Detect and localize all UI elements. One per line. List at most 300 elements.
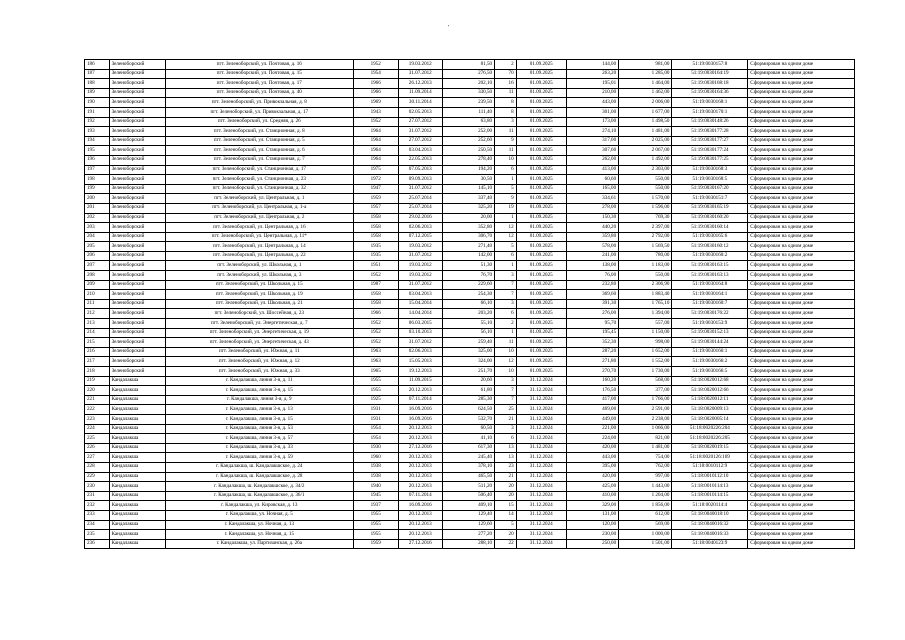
cadastral-number-cell: 51:18:0010112:9: [672, 462, 748, 472]
survey-date-cell: 19.12.2013: [398, 367, 442, 377]
row-number-cell: 220: [85, 386, 110, 396]
value-1-cell: 301,00: [566, 107, 618, 117]
count-cell: 3: [495, 376, 517, 386]
area-cell: 252,00: [442, 127, 494, 137]
area-cell: 20,00: [442, 213, 494, 223]
value-1-cell: 221,00: [566, 424, 618, 434]
address-cell: пгт. Зеленоборский, ул. Станционная, д. 7: [165, 155, 353, 165]
value-2-cell: 1 000,00: [619, 530, 672, 540]
address-cell: пгт. Зеленоборский, ул. Станционная, д. 8: [165, 127, 353, 137]
survey-date-cell: 07.05.2013: [398, 165, 442, 175]
table-row: [85, 165, 855, 175]
row-number-cell: 231: [85, 491, 110, 501]
value-1-cell: 369,60: [566, 290, 618, 300]
value-2-cell: 1 464,00: [619, 79, 672, 89]
survey-date-cell: 15.04.2014: [398, 299, 442, 309]
survey-date-cell: 07.11.2014: [398, 491, 442, 501]
area-cell: 229,60: [442, 280, 494, 290]
survey-date-cell: 20.12.2013: [398, 434, 442, 444]
survey-date-cell: 20.12.2013: [398, 386, 442, 396]
count-cell: 11: [495, 127, 517, 137]
table-row: [85, 367, 855, 377]
status-cell: Сформирован на одном доме: [748, 424, 855, 434]
value-1-cell: 262,00: [566, 155, 618, 165]
cadastral-number-cell: 51:18:0020012:68: [672, 376, 748, 386]
municipality-cell: Зеленоборский: [109, 309, 165, 319]
build-year-cell: 1937: [353, 501, 398, 511]
value-1-cell: 278,00: [566, 203, 618, 213]
municipality-cell: Зеленоборский: [109, 175, 165, 185]
build-year-cell: 1925: [353, 395, 398, 405]
survey-date-cell: 31.07.2012: [398, 280, 442, 290]
address-cell: г. Кандалакша, линия 3-я, д. 13: [165, 405, 353, 415]
value-2-cell: 780,00: [619, 251, 672, 261]
municipality-cell: Зеленоборский: [109, 347, 165, 357]
build-year-cell: 1952: [353, 319, 398, 329]
municipality-cell: Зеленоборский: [109, 117, 165, 127]
area-cell: 239,50: [442, 98, 494, 108]
row-number-cell: 218: [85, 367, 110, 377]
survey-date-cell: 27.07.2012: [398, 136, 442, 146]
table-row: [85, 136, 855, 146]
count-cell: 5: [495, 520, 517, 530]
table-row: [85, 328, 855, 338]
deadline-date-cell: 01.09.2025: [516, 261, 566, 271]
value-2-cell: 1 569,50: [619, 242, 672, 252]
value-2-cell: 762,00: [619, 462, 672, 472]
count-cell: 1: [495, 261, 517, 271]
municipality-cell: Кандалакша: [109, 453, 165, 463]
deadline-date-cell: 01.09.2025: [516, 155, 566, 165]
area-cell: 251,70: [442, 367, 494, 377]
address-cell: пгт. Зеленоборский, ул. Станционная, д. 5: [165, 136, 353, 146]
status-cell: Сформирован на одном доме: [748, 530, 855, 540]
build-year-cell: 1960: [353, 453, 398, 463]
value-2-cell: 568,00: [619, 376, 672, 386]
build-year-cell: 1964: [353, 146, 398, 156]
address-cell: пгт. Зеленоборский, ул. Школьная, д. 21: [165, 299, 353, 309]
row-number-cell: 193: [85, 127, 110, 137]
table-row: [85, 175, 855, 185]
row-number-cell: 229: [85, 472, 110, 482]
build-year-cell: 1952: [353, 117, 398, 127]
deadline-date-cell: 31.12.2024: [516, 482, 566, 492]
status-cell: Сформирован на одном доме: [748, 376, 855, 386]
address-cell: г. Кандалакша, ул. Партизанская, д. 26а: [165, 539, 353, 549]
value-2-cell: 1 501,00: [619, 539, 672, 549]
count-cell: 10: [495, 155, 517, 165]
cadastral-number-cell: 51:19:0030168:1: [672, 98, 748, 108]
address-cell: пгт. Зеленоборский, ул. Центральная, д. 22: [165, 251, 353, 261]
status-cell: Сформирован на одном доме: [748, 405, 855, 415]
table-row: [85, 357, 855, 367]
area-cell: 66,10: [442, 299, 494, 309]
status-cell: Сформирован на одном доме: [748, 232, 855, 242]
row-number-cell: 204: [85, 232, 110, 242]
value-1-cell: 274,10: [566, 127, 618, 137]
deadline-date-cell: 31.12.2024: [516, 434, 566, 444]
page-mark: ': [448, 25, 450, 31]
count-cell: 14: [495, 510, 517, 520]
status-cell: Сформирован на одном доме: [748, 69, 855, 79]
address-cell: пгт. Зеленоборский, ул. Станционная, д. 17: [165, 165, 353, 175]
housing-register-table: [84, 59, 855, 549]
table-row: [85, 271, 855, 281]
row-number-cell: 210: [85, 290, 110, 300]
table-row: [85, 414, 855, 424]
count-cell: 20: [495, 482, 517, 492]
status-cell: Сформирован на одном доме: [748, 79, 855, 89]
build-year-cell: 1966: [353, 79, 398, 89]
value-2-cell: 2 397,00: [619, 223, 672, 233]
cadastral-number-cell: 51:19:0030152:13: [672, 328, 748, 338]
status-cell: Сформирован на одном доме: [748, 472, 855, 482]
value-1-cell: 144,00: [566, 60, 618, 70]
address-cell: пгт. Зеленоборский, ул. Почтовая, д. 16: [165, 60, 353, 70]
cadastral-number-cell: 51:19:0030168:5: [672, 175, 748, 185]
area-cell: 288,10: [442, 539, 494, 549]
cadastral-number-cell: 51:19:0030166:2: [672, 357, 748, 367]
survey-date-cell: 19.03.2012: [398, 271, 442, 281]
municipality-cell: Кандалакша: [109, 395, 165, 405]
municipality-cell: Кандалакша: [109, 501, 165, 511]
status-cell: Сформирован на одном доме: [748, 242, 855, 252]
count-cell: 5: [495, 242, 517, 252]
value-2-cell: 1 183,00: [619, 261, 672, 271]
status-cell: Сформирован на одном доме: [748, 88, 855, 98]
cadastral-number-cell: 51:19:0030168:18: [672, 79, 748, 89]
survey-date-cell: 26.12.2013: [398, 79, 442, 89]
row-number-cell: 192: [85, 117, 110, 127]
area-cell: 245,40: [442, 453, 494, 463]
address-cell: пгт. Зеленоборский, ул. Привокзальная, д. 17: [165, 107, 353, 117]
value-1-cell: 131,00: [566, 510, 618, 520]
count-cell: 3: [495, 299, 517, 309]
address-cell: пгт. Зеленоборский, ул. Средняя, д. 26: [165, 117, 353, 127]
build-year-cell: 1958: [353, 299, 398, 309]
table-row: [85, 184, 855, 194]
deadline-date-cell: 31.12.2024: [516, 395, 566, 405]
address-cell: пгт. Зеленоборский, ул. Центральная, д. 11*: [165, 232, 353, 242]
count-cell: 7: [495, 395, 517, 405]
survey-date-cell: 16.09.2016: [398, 501, 442, 511]
build-year-cell: 1940: [353, 482, 398, 492]
address-cell: пгт. Зеленоборский, ул. Почтовая, д. 15: [165, 69, 353, 79]
status-cell: Сформирован на одном доме: [748, 482, 855, 492]
cadastral-number-cell: 51:19:0030177:25: [672, 155, 748, 165]
municipality-cell: Зеленоборский: [109, 165, 165, 175]
build-year-cell: 1969: [353, 98, 398, 108]
cadastral-number-cell: 51:19:0030164:36: [672, 88, 748, 98]
value-1-cell: 425,00: [566, 482, 618, 492]
municipality-cell: Кандалакша: [109, 530, 165, 540]
build-year-cell: 1938: [353, 462, 398, 472]
value-1-cell: 359,80: [566, 232, 618, 242]
deadline-date-cell: 01.09.2025: [516, 347, 566, 357]
value-1-cell: 195,01: [566, 79, 618, 89]
area-cell: 325,00: [442, 347, 494, 357]
area-cell: 61,80: [442, 386, 494, 396]
area-cell: 409,10: [442, 501, 494, 511]
area-cell: 129,40: [442, 510, 494, 520]
survey-date-cell: 22.05.2013: [398, 155, 442, 165]
build-year-cell: 1964: [353, 155, 398, 165]
cadastral-number-cell: 51:18:0040016:33: [672, 530, 748, 540]
area-cell: 250,50: [442, 146, 494, 156]
value-1-cell: 270,70: [566, 367, 618, 377]
area-cell: 276,50: [442, 69, 494, 79]
area-cell: 624,50: [442, 405, 494, 415]
table-row: [85, 501, 855, 511]
value-1-cell: 443,00: [566, 98, 618, 108]
area-cell: 56,10: [442, 328, 494, 338]
cadastral-number-cell: 51:19:0030166:5: [672, 367, 748, 377]
deadline-date-cell: 01.09.2025: [516, 117, 566, 127]
table-row: [85, 79, 855, 89]
survey-date-cell: 31.07.2012: [398, 338, 442, 348]
area-cell: 194,20: [442, 165, 494, 175]
value-1-cell: 307,60: [566, 146, 618, 156]
value-2-cell: 998,00: [619, 338, 672, 348]
municipality-cell: Зеленоборский: [109, 127, 165, 137]
build-year-cell: 1935: [353, 251, 398, 261]
value-1-cell: 443,00: [566, 453, 618, 463]
row-number-cell: 211: [85, 299, 110, 309]
area-cell: 111,40: [442, 107, 494, 117]
count-cell: 25: [495, 405, 517, 415]
value-2-cell: 1 285,00: [619, 69, 672, 79]
value-1-cell: 395,00: [566, 462, 618, 472]
cadastral-number-cell: 51:18:0010114:13: [672, 482, 748, 492]
area-cell: 271,40: [442, 242, 494, 252]
municipality-cell: Зеленоборский: [109, 98, 165, 108]
municipality-cell: Зеленоборский: [109, 232, 165, 242]
survey-date-cell: 25.07.2014: [398, 194, 442, 204]
status-cell: Сформирован на одном доме: [748, 155, 855, 165]
table-row: [85, 242, 855, 252]
deadline-date-cell: 01.09.2025: [516, 165, 566, 175]
deadline-date-cell: 01.09.2025: [516, 194, 566, 204]
row-number-cell: 189: [85, 88, 110, 98]
area-cell: 81,50: [442, 60, 494, 70]
status-cell: Сформирован на одном доме: [748, 510, 855, 520]
deadline-date-cell: 01.09.2025: [516, 60, 566, 70]
status-cell: Сформирован на одном доме: [748, 309, 855, 319]
address-cell: пгт. Зеленоборский, ул. Южная, д. 33: [165, 367, 353, 377]
build-year-cell: 1952: [353, 328, 398, 338]
address-cell: пгт. Зеленоборский, ул. Школьная, д. 19: [165, 290, 353, 300]
survey-date-cell: 15.05.2013: [398, 357, 442, 367]
survey-date-cell: 07.11.2014: [398, 395, 442, 405]
cadastral-number-cell: 51:19:0030160:20: [672, 213, 748, 223]
deadline-date-cell: 01.09.2025: [516, 88, 566, 98]
row-number-cell: 213: [85, 319, 110, 329]
value-1-cell: 276,00: [566, 309, 618, 319]
status-cell: Сформирован на одном доме: [748, 98, 855, 108]
survey-date-cell: 02.06.2013: [398, 347, 442, 357]
value-2-cell: 2 792,00: [619, 232, 672, 242]
municipality-cell: Кандалакша: [109, 510, 165, 520]
row-number-cell: 234: [85, 520, 110, 530]
build-year-cell: 1947: [353, 184, 398, 194]
deadline-date-cell: 01.09.2025: [516, 357, 566, 367]
cadastral-number-cell: 51:19:0030151:7: [672, 194, 748, 204]
area-cell: 352,80: [442, 223, 494, 233]
area-cell: 30,50: [442, 175, 494, 185]
table-row: [85, 491, 855, 501]
address-cell: пгт. Зеленоборский, ул. Привокзальная, д. 8: [165, 98, 353, 108]
count-cell: 23: [495, 462, 517, 472]
value-1-cell: 210,00: [566, 88, 618, 98]
value-2-cell: 1 883,40: [619, 290, 672, 300]
municipality-cell: Кандалакша: [109, 472, 165, 482]
municipality-cell: Кандалакша: [109, 539, 165, 549]
survey-date-cell: 20.12.2013: [398, 510, 442, 520]
survey-date-cell: 27.12.2016: [398, 443, 442, 453]
deadline-date-cell: 31.12.2024: [516, 472, 566, 482]
survey-date-cell: 20.12.2013: [398, 462, 442, 472]
value-1-cell: 241,00: [566, 251, 618, 261]
row-number-cell: 199: [85, 184, 110, 194]
deadline-date-cell: 31.12.2024: [516, 443, 566, 453]
address-cell: пгт. Зеленоборский, ул. Энергетическая, д. 7: [165, 319, 353, 329]
cadastral-number-cell: 51:19:0030144:24: [672, 338, 748, 348]
count-cell: 12: [495, 223, 517, 233]
survey-date-cell: 29.02.2016: [398, 213, 442, 223]
municipality-cell: Зеленоборский: [109, 107, 165, 117]
count-cell: 9: [495, 194, 517, 204]
deadline-date-cell: 31.12.2024: [516, 386, 566, 396]
build-year-cell: 1987: [353, 280, 398, 290]
row-number-cell: 221: [85, 395, 110, 405]
value-2-cell: 1 765,10: [619, 299, 672, 309]
area-cell: 41,10: [442, 434, 494, 444]
row-number-cell: 223: [85, 414, 110, 424]
row-number-cell: 222: [85, 405, 110, 415]
build-year-cell: 1964: [353, 127, 398, 137]
municipality-cell: Зеленоборский: [109, 136, 165, 146]
cadastral-number-cell: 51:19:0030160:12: [672, 242, 748, 252]
address-cell: пгт. Зеленоборский, ул. Энергетическая, д. 19: [165, 328, 353, 338]
value-1-cell: 263,20: [566, 69, 618, 79]
address-cell: г. Кандалакша, линия 3-я, д. 57: [165, 434, 353, 444]
survey-date-cell: 03.04.2013: [398, 290, 442, 300]
area-cell: 285,30: [442, 395, 494, 405]
cadastral-number-cell: 51:18:0020126:169: [672, 453, 748, 463]
value-2-cell: 1 596,00: [619, 203, 672, 213]
value-2-cell: 2 238,00: [619, 414, 672, 424]
row-number-cell: 227: [85, 453, 110, 463]
table-row: [85, 462, 855, 472]
value-1-cell: 440,20: [566, 223, 618, 233]
table-row: [85, 405, 855, 415]
table-row: [85, 290, 855, 300]
value-1-cell: 230,00: [566, 530, 618, 540]
deadline-date-cell: 01.09.2025: [516, 175, 566, 185]
status-cell: Сформирован на одном доме: [748, 165, 855, 175]
cadastral-number-cell: 51:19:0030164:8: [672, 280, 748, 290]
survey-date-cell: 19.03.2012: [398, 261, 442, 271]
cadastral-number-cell: 51:19:0030167:20: [672, 184, 748, 194]
table-row: [85, 299, 855, 309]
count-cell: 21: [495, 414, 517, 424]
deadline-date-cell: 01.09.2025: [516, 271, 566, 281]
status-cell: Сформирован на одном доме: [748, 453, 855, 463]
table-body: [85, 60, 855, 549]
row-number-cell: 188: [85, 79, 110, 89]
value-1-cell: 250,00: [566, 539, 618, 549]
address-cell: пгт. Зеленоборский, ул. Южная, д. 12: [165, 357, 353, 367]
address-cell: пгт. Зеленоборский, ул. Центральная, д. 1-а: [165, 203, 353, 213]
value-2-cell: 2 067,00: [619, 146, 672, 156]
deadline-date-cell: 01.09.2025: [516, 136, 566, 146]
municipality-cell: Зеленоборский: [109, 146, 165, 156]
value-1-cell: 195,45: [566, 328, 618, 338]
count-cell: 8: [495, 98, 517, 108]
build-year-cell: 1955: [353, 376, 398, 386]
area-cell: 60,50: [442, 424, 494, 434]
status-cell: Сформирован на одном доме: [748, 539, 855, 549]
value-1-cell: 420,00: [566, 472, 618, 482]
value-1-cell: 95,70: [566, 319, 618, 329]
deadline-date-cell: 31.12.2024: [516, 453, 566, 463]
build-year-cell: 1958: [353, 213, 398, 223]
municipality-cell: Зеленоборский: [109, 223, 165, 233]
status-cell: Сформирован на одном доме: [748, 261, 855, 271]
value-2-cell: 2 025,00: [619, 136, 672, 146]
table-row: [85, 482, 855, 492]
area-cell: 145,10: [442, 184, 494, 194]
table-row: [85, 347, 855, 357]
status-cell: Сформирован на одном доме: [748, 299, 855, 309]
build-year-cell: 1931: [353, 405, 398, 415]
value-1-cell: 232,80: [566, 280, 618, 290]
area-cell: 254,30: [442, 290, 494, 300]
municipality-cell: Зеленоборский: [109, 367, 165, 377]
count-cell: 20: [495, 530, 517, 540]
municipality-cell: Зеленоборский: [109, 184, 165, 194]
build-year-cell: 1963: [353, 347, 398, 357]
deadline-date-cell: 31.12.2024: [516, 424, 566, 434]
cadastral-number-cell: 51:18:0020009:13: [672, 405, 748, 415]
deadline-date-cell: 31.12.2024: [516, 520, 566, 530]
value-2-cell: 1 462,00: [619, 88, 672, 98]
value-1-cell: 60,60: [566, 175, 618, 185]
area-cell: 378,10: [442, 462, 494, 472]
address-cell: пгт. Зеленоборский, ул. Энергетическая, д. 43: [165, 338, 353, 348]
area-cell: 252,60: [442, 136, 494, 146]
value-1-cell: 271,80: [566, 357, 618, 367]
cadastral-number-cell: 51:19:0030160:2: [672, 251, 748, 261]
build-year-cell: 1954: [353, 424, 398, 434]
value-2-cell: 1 443,00: [619, 482, 672, 492]
value-1-cell: 165,00: [566, 184, 618, 194]
status-cell: Сформирован на одном доме: [748, 107, 855, 117]
value-2-cell: 2 306,90: [619, 280, 672, 290]
count-cell: 10: [495, 367, 517, 377]
address-cell: г. Кандалакша, ул. Кировская, д. 13: [165, 501, 353, 511]
value-2-cell: 754,00: [619, 453, 672, 463]
municipality-cell: Зеленоборский: [109, 357, 165, 367]
count-cell: 7: [495, 280, 517, 290]
area-cell: 142,00: [442, 251, 494, 261]
deadline-date-cell: 01.09.2025: [516, 309, 566, 319]
survey-date-cell: 27.07.2012: [398, 117, 442, 127]
status-cell: Сформирован на одном доме: [748, 194, 855, 204]
status-cell: Сформирован на одном доме: [748, 251, 855, 261]
deadline-date-cell: 01.09.2025: [516, 367, 566, 377]
cadastral-number-cell: 51:19:0030168:3: [672, 165, 748, 175]
